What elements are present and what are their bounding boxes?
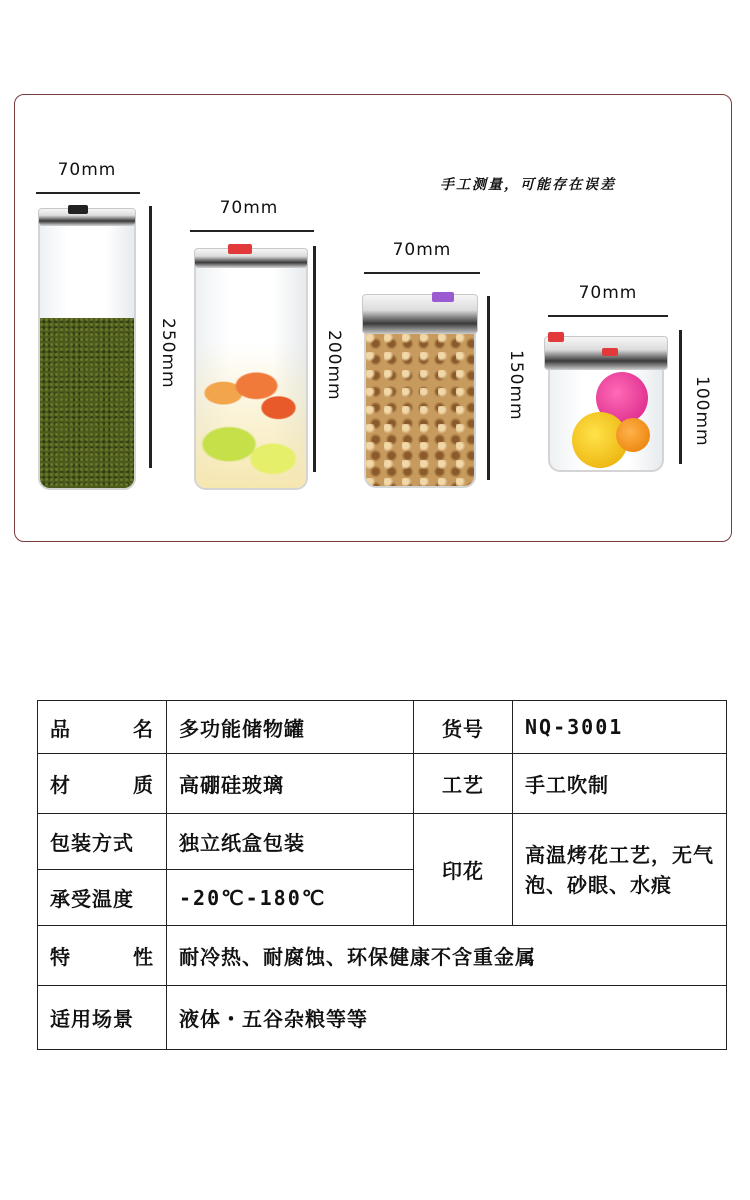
spec-table xyxy=(37,700,727,1050)
jar3-width-label: 70mm xyxy=(392,240,452,260)
spec-value-material: 高硼硅玻璃 xyxy=(167,754,414,814)
jar1-mung-beans xyxy=(40,318,134,488)
spec-value-usage: 液体・五谷杂粮等等 xyxy=(167,986,727,1050)
jar1-height-line xyxy=(149,206,152,468)
spec-key-feature: 特 性 xyxy=(38,926,167,986)
jar2-glass-jar xyxy=(194,254,308,490)
jar3-lid xyxy=(362,294,478,334)
jar2-lid-latch xyxy=(228,244,252,254)
spec-value-feature: 耐冷热、耐腐蚀、环保健康不含重金属 xyxy=(167,926,727,986)
jar3-width-line xyxy=(364,272,480,274)
jar4-height-line xyxy=(679,330,682,464)
table-row xyxy=(38,701,727,754)
spec-key-craft: 工艺 xyxy=(414,754,513,814)
spec-value-print: 高温烤花工艺，无气泡、砂眼、水痕 xyxy=(513,814,727,926)
jar2-height-label: 200mm xyxy=(324,330,344,401)
jar1-glass-jar xyxy=(38,214,136,490)
jar2-width-line xyxy=(190,230,314,232)
jar1-height-label: 250mm xyxy=(158,318,178,389)
jar1-lid-latch xyxy=(68,205,88,214)
jar2-colored-chips xyxy=(196,342,306,488)
jar2-height-line xyxy=(313,246,316,472)
spec-value-sku: NQ-3001 xyxy=(513,701,727,754)
jar3-lid-latch xyxy=(432,292,454,302)
jar4-lid-latch-left xyxy=(548,332,564,342)
table-row xyxy=(38,986,727,1050)
table-row xyxy=(38,754,727,814)
jar1-width-label: 70mm xyxy=(57,160,117,180)
jar2-width-label: 70mm xyxy=(219,198,279,218)
spec-key-temperature: 承受温度 xyxy=(38,870,167,926)
spec-key-name: 品 名 xyxy=(38,701,167,754)
spec-value-name: 多功能储物罐 xyxy=(167,701,414,754)
jar4-width-label: 70mm xyxy=(578,283,638,303)
spec-key-sku: 货号 xyxy=(414,701,513,754)
jar4-orange-rattan-ball xyxy=(616,418,650,452)
jar3-dried-flowers xyxy=(366,334,474,486)
table-row xyxy=(38,814,727,870)
jar4-height-label: 100mm xyxy=(692,376,712,447)
jar3-height-line xyxy=(487,296,490,480)
jar1-width-line xyxy=(36,192,140,194)
spec-key-packaging: 包装方式 xyxy=(38,814,167,870)
measurement-note: 手工测量，可能存在误差 xyxy=(440,177,616,193)
spec-key-material: 材 质 xyxy=(38,754,167,814)
spec-value-craft: 手工吹制 xyxy=(513,754,727,814)
jar4-lid-latch-right xyxy=(602,348,618,356)
spec-key-usage: 适用场景 xyxy=(38,986,167,1050)
spec-key-print: 印花 xyxy=(414,814,513,926)
jar3-height-label: 150mm xyxy=(506,350,526,421)
table-row xyxy=(38,926,727,986)
spec-value-packaging: 独立纸盒包装 xyxy=(167,814,414,870)
jar4-width-line xyxy=(548,315,668,317)
spec-value-temperature: -20℃-180℃ xyxy=(167,870,414,926)
